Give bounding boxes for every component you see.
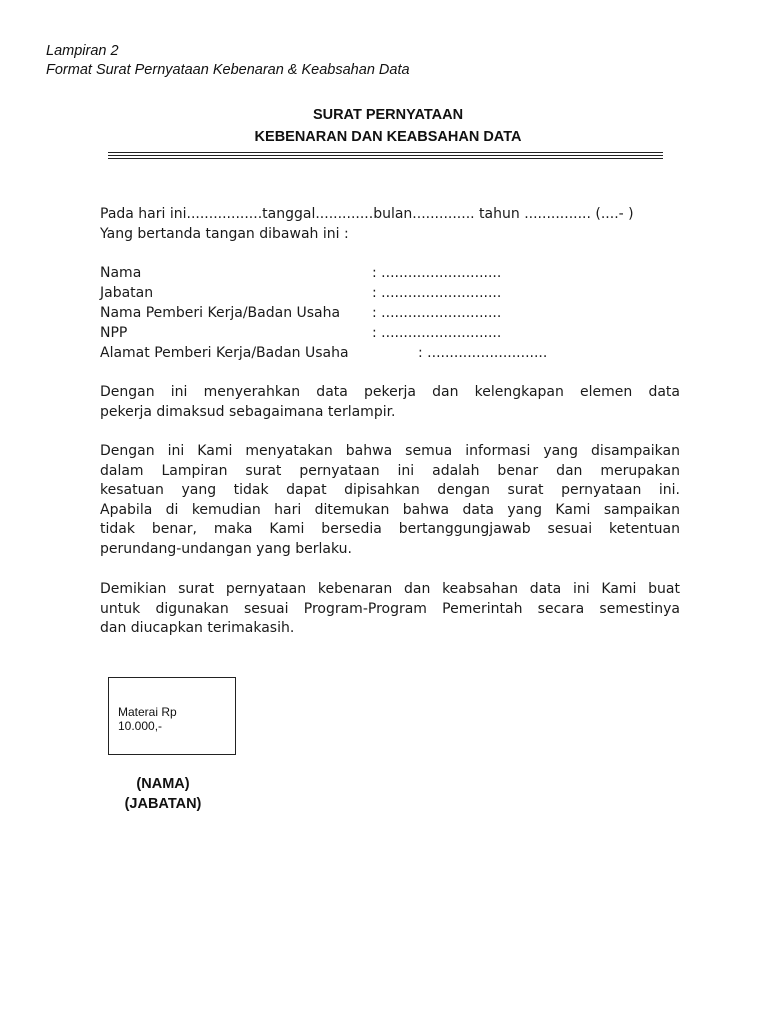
field-label-npp: NPP [100,325,128,341]
field-value-employer-address: : ........................... [418,345,548,361]
stamp-duty-box [108,677,236,755]
paragraph-line: Apabila di kemudian hari ditemukan bahwa data yang Kami sampaikan [100,501,680,518]
field-label-employer-name: Nama Pemberi Kerja/Badan Usaha [100,305,341,321]
stamp-duty-text [118,705,177,733]
paragraph-closing [100,580,680,639]
signatory-name: (NAMA) [136,776,190,792]
paragraph-line: kesatuan yang tidak dapat dipisahkan dengan surat pernyataan ini. [100,482,680,499]
paragraph-line: dan diucapkan terimakasih. [100,620,295,637]
paragraph-line: Dengan ini Kami menyatakan bahwa semua informasi yang disampaikan [100,443,680,459]
stamp-duty-line-2: 10.000,- [118,719,163,733]
title-line-2: KEBENARAN DAN KEABSAHAN DATA [254,129,522,145]
field-label-nama: Nama [100,265,142,281]
field-value-nama: : ........................... [372,265,502,281]
title-rule-bottom [108,158,663,159]
signer-line: Yang bertanda tangan dibawah ini : [100,226,349,242]
paragraph-declaration [100,442,680,560]
paragraph-line: perundang-undangan yang berlaku. [100,540,352,557]
paragraph-submission [100,383,680,422]
field-label-jabatan: Jabatan [100,285,154,301]
date-line: Pada hari ini.................tanggal.............bulan.............. tahun ............... (....- ) [100,206,634,222]
title-rule-middle [108,155,663,156]
paragraph-line: Dengan ini menyerahkan data pekerja dan kelengkapan elemen data [100,384,680,400]
title-rule-top [108,152,663,153]
paragraph-line: Demikian surat pernyataan kebenaran dan keabsahan data ini Kami buat [100,581,680,597]
field-value-npp: : ........................... [372,325,502,341]
stamp-duty-line-1: Materai Rp [118,705,177,719]
paragraph-line: pekerja dimaksud sebagaimana terlampir. [100,403,396,420]
title-line-1: SURAT PERNYATAAN [312,107,464,123]
signatory-position: (JABATAN) [124,796,202,812]
field-value-employer-name: : ........................... [372,305,502,321]
attachment-label: Lampiran 2 [46,43,119,59]
field-label-employer-address: Alamat Pemberi Kerja/Badan Usaha [100,345,349,361]
paragraph-line: dalam Lampiran surat pernyataan ini adalah benar dan merupakan [100,462,680,479]
paragraph-line: untuk digunakan sesuai Program-Program Pemerintah secara semestinya [100,600,680,617]
document-subtitle: Format Surat Pernyataan Kebenaran & Keabsahan Data [46,62,410,78]
paragraph-line: tidak benar, maka Kami bersedia bertanggungjawab sesuai ketentuan [100,521,680,538]
field-value-jabatan: : ........................... [372,285,502,301]
